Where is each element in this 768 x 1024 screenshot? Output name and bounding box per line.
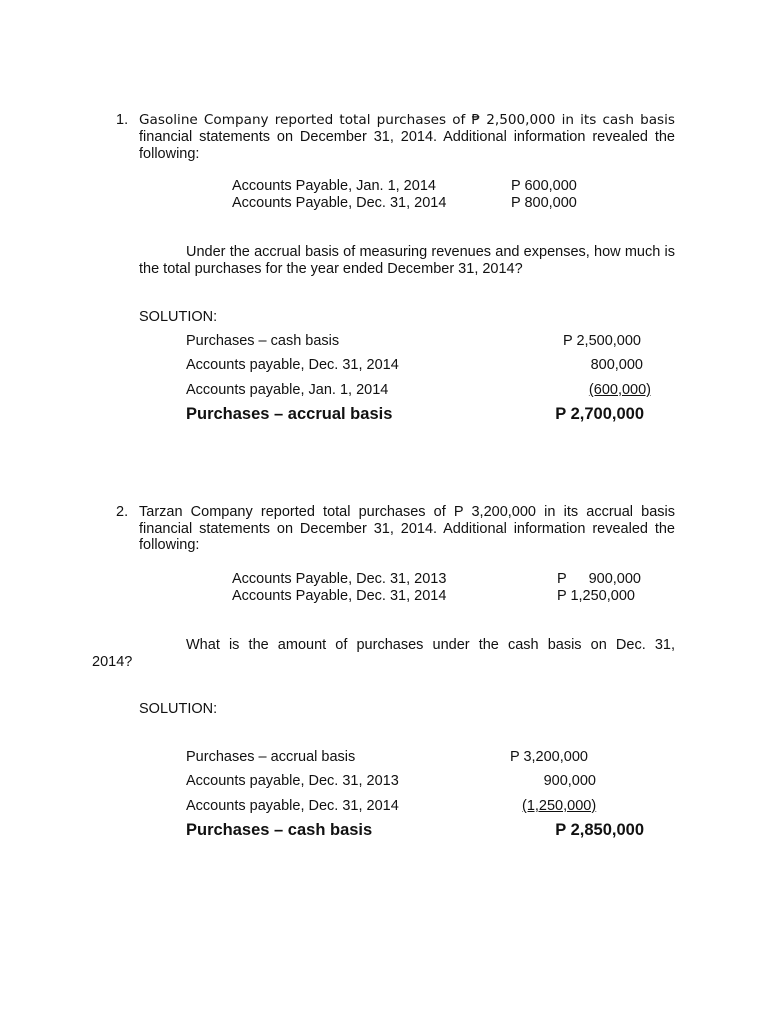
problem-2-text: Tarzan Company reported total purchases of P 3,200,000 in its accrual basis financial statements on December 31, 2014. Additional information revealed the following: bbox=[139, 504, 675, 553]
problem-1-number: 1. bbox=[116, 112, 129, 128]
problem-2-info-value-1: 900,000 bbox=[588, 571, 641, 587]
problem-2-info-value-2: P 1,250,000 bbox=[557, 588, 635, 604]
problem-1-solution-label: SOLUTION: bbox=[139, 309, 218, 325]
problem-1-question: Under the accrual basis of measuring revenues and expenses, how much is the total purchases for the year ended December 31, 2014? bbox=[139, 244, 675, 277]
problem-1-info-value-2: P 800,000 bbox=[511, 195, 577, 211]
problem-2-solution-value-2: 900,000 bbox=[543, 773, 596, 789]
problem-1-solution-value-3: (600,000) bbox=[588, 382, 651, 398]
problem-1-text-line1: Gasoline Company reported total purchases of ₱ 2,500,000 in its cash basis bbox=[139, 112, 675, 128]
problem-2-question-line2: 2014? bbox=[92, 654, 133, 670]
problem-1-info-label-2: Accounts Payable, Dec. 31, 2014 bbox=[232, 195, 447, 211]
problem-2-solution-label-1: Purchases – accrual basis bbox=[186, 749, 356, 765]
problem-2-info-value-prefix-1: P bbox=[557, 571, 567, 587]
problem-2-total-value: P 2,850,000 bbox=[555, 821, 644, 839]
problem-1-info-label-1: Accounts Payable, Jan. 1, 2014 bbox=[232, 178, 436, 194]
problem-2-solution-label: SOLUTION: bbox=[139, 701, 218, 717]
problem-1-info-value-1: P 600,000 bbox=[511, 178, 577, 194]
problem-2-solution-value-3: (1,250,000) bbox=[522, 798, 597, 814]
problem-2-question-line1: What is the amount of purchases under the cash basis on Dec. 31, bbox=[186, 637, 675, 653]
problem-2-solution-label-2: Accounts payable, Dec. 31, 2013 bbox=[186, 773, 399, 789]
problem-1-solution-label-3: Accounts payable, Jan. 1, 2014 bbox=[186, 382, 389, 398]
problem-1-solution-label-2: Accounts payable, Dec. 31, 2014 bbox=[186, 357, 399, 373]
problem-1-solution-value-1: P 2,500,000 bbox=[563, 333, 641, 349]
problem-2-number: 2. bbox=[116, 504, 129, 520]
problem-2-info-label-2: Accounts Payable, Dec. 31, 2014 bbox=[232, 588, 447, 604]
problem-1-total-value: P 2,700,000 bbox=[555, 405, 644, 423]
problem-2-info-label-1: Accounts Payable, Dec. 31, 2013 bbox=[232, 571, 447, 587]
problem-2-solution-label-3: Accounts payable, Dec. 31, 2014 bbox=[186, 798, 399, 814]
problem-2-solution-value-1: P 3,200,000 bbox=[510, 749, 588, 765]
problem-1-solution-value-2: 800,000 bbox=[590, 357, 643, 373]
problem-1-total-label: Purchases – accrual basis bbox=[186, 405, 393, 423]
problem-2-total-label: Purchases – cash basis bbox=[186, 821, 373, 839]
problem-1-solution-label-1: Purchases – cash basis bbox=[186, 333, 340, 349]
problem-1-text: financial statements on December 31, 2014. Additional information revealed the following: bbox=[139, 129, 675, 162]
